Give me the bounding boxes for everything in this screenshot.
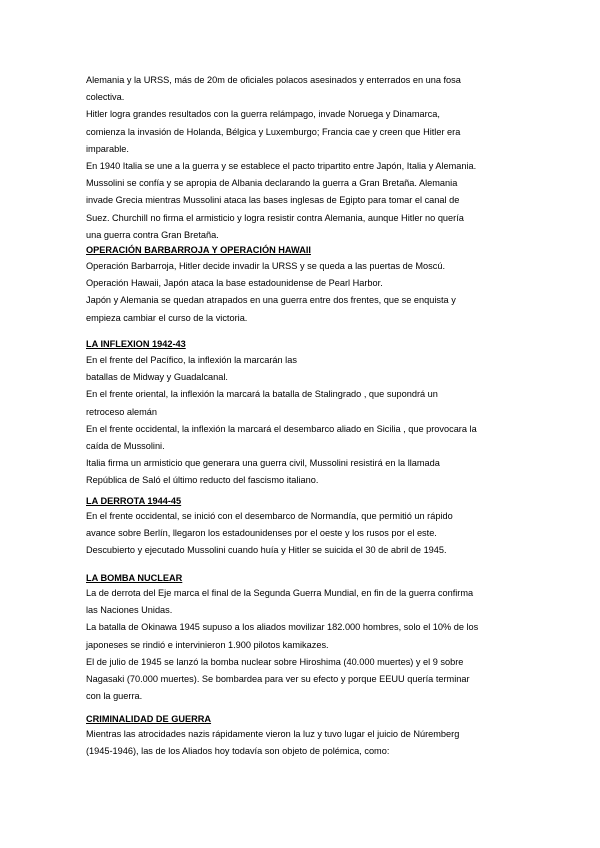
text-line: Italia firma un armisticio que generara una guerra civil, Mussolini resistirá en la llamada <box>86 458 440 469</box>
text-line: El de julio de 1945 se lanzó la bomba nuclear sobre Hiroshima (40.000 muertes) y el 9 sobre <box>86 656 464 667</box>
text-line: una guerra contra Gran Bretaña. <box>86 229 219 240</box>
text-line: imparable. <box>86 143 129 154</box>
text-line: con la guerra. <box>86 691 143 702</box>
text-line: Hitler logra grandes resultados con la guerra relámpago, invade Noruega y Dinamarca, <box>86 109 440 120</box>
text-line: empieza cambiar el curso de la victoria. <box>86 312 248 323</box>
text-line: Mussolini se confía y se apropia de Albania declarando la guerra a Gran Bretaña. Alemania <box>86 178 458 189</box>
text-line: En el frente occidental, se inició con el desembarco de Normandía, que permitió un rápido <box>86 511 453 521</box>
text-line: Operación Barbarroja, Hitler decide invadir la URSS y se queda a las puertas de Moscú. <box>86 261 446 271</box>
text-line: República de Saló el último reducto del fascismo italiano. <box>86 475 319 486</box>
text-line: colectiva. <box>86 92 125 103</box>
text-line: La batalla de Okinawa 1945 supuso a los aliados movilizar 182.000 hombres, solo el 10% de los <box>86 622 479 633</box>
text-line: En 1940 Italia se une a la guerra y se establece el pacto tripartito entre Japón, Italia y Alemania. <box>86 161 477 172</box>
section-body-barbarroja <box>86 258 518 327</box>
text-line: Nagasaki (70.000 muertes). Se bombardea para ver su efecto y porque EEUU quería terminar <box>86 674 470 685</box>
text-line: avance sobre Berlín, llegaron los estadounidenses por el oeste y los rusos por el este. <box>86 528 437 539</box>
text-line: batallas de Midway y Guadalcanal. <box>86 372 228 383</box>
text-line: (1945-1946), las de los Aliados hoy todavía son objeto de polémica, como: <box>86 746 390 757</box>
intro-paragraph <box>86 72 518 244</box>
section-body-bomba-nuclear <box>86 585 518 705</box>
text-line: retroceso alemán <box>86 406 157 417</box>
section-heading-bomba-nuclear: LA BOMBA NUCLEAR <box>86 573 183 583</box>
text-line: Japón y Alemania se quedan atrapados en una guerra entre dos frentes, que se enquista y <box>86 295 456 306</box>
text-line: invade Grecia mientras Mussolini ataca las bases inglesas de Egipto para tomar el canal de <box>86 195 460 206</box>
text-line: En el frente oriental, la inflexión la marcará la batalla de Stalingrado , que supondrá un <box>86 389 438 400</box>
text-line: Alemania y la URSS, más de 20m de oficiales polacos asesinados y enterrados en una fosa <box>86 75 461 85</box>
text-line: japoneses se rindió e intervinieron 1.900 pilotos kamikazes. <box>86 639 329 650</box>
text-line: Suez. Churchill no firma el armisticio y logra resistir contra Alemania, aunque Hitler no quería <box>86 212 464 223</box>
section-heading-derrota: LA DERROTA 1944-45 <box>86 496 182 506</box>
text-line: caída de Mussolini. <box>86 441 165 452</box>
text-line: comienza la invasión de Holanda, Bélgica y Luxemburgo; Francia cae y creen que Hitler era <box>86 126 461 137</box>
text-line: Mientras las atrocidades nazis rápidamente vieron la luz y tuvo lugar el juicio de Núremberg <box>86 729 460 739</box>
text-line: La de derrota del Eje marca el final de la Segunda Guerra Mundial, en fin de la guerra confirma <box>86 588 474 598</box>
section-heading-criminalidad: CRIMINALIDAD DE GUERRA <box>86 714 212 724</box>
text-line: las Naciones Unidas. <box>86 605 173 616</box>
section-body-criminalidad <box>86 726 518 760</box>
text-line: Descubierto y ejecutado Mussolini cuando huía y Hitler se suicida el 30 de abril de 1945. <box>86 545 447 556</box>
text-line: Operación Hawaii, Japón ataca la base estadounidense de Pearl Harbor. <box>86 278 383 289</box>
text-line: En el frente occidental, la inflexión la marcará el desembarco aliado en Sicilia , que provocara la <box>86 423 477 434</box>
text-line: En el frente del Pacífico, la inflexión la marcarán las <box>86 355 297 365</box>
section-body-inflexion <box>86 352 518 490</box>
section-heading-barbarroja: OPERACIÓN BARBARROJA Y OPERACIÓN HAWAII <box>86 245 311 255</box>
section-body-derrota <box>86 508 518 560</box>
section-heading-inflexion: LA INFLEXION 1942-43 <box>86 339 186 349</box>
